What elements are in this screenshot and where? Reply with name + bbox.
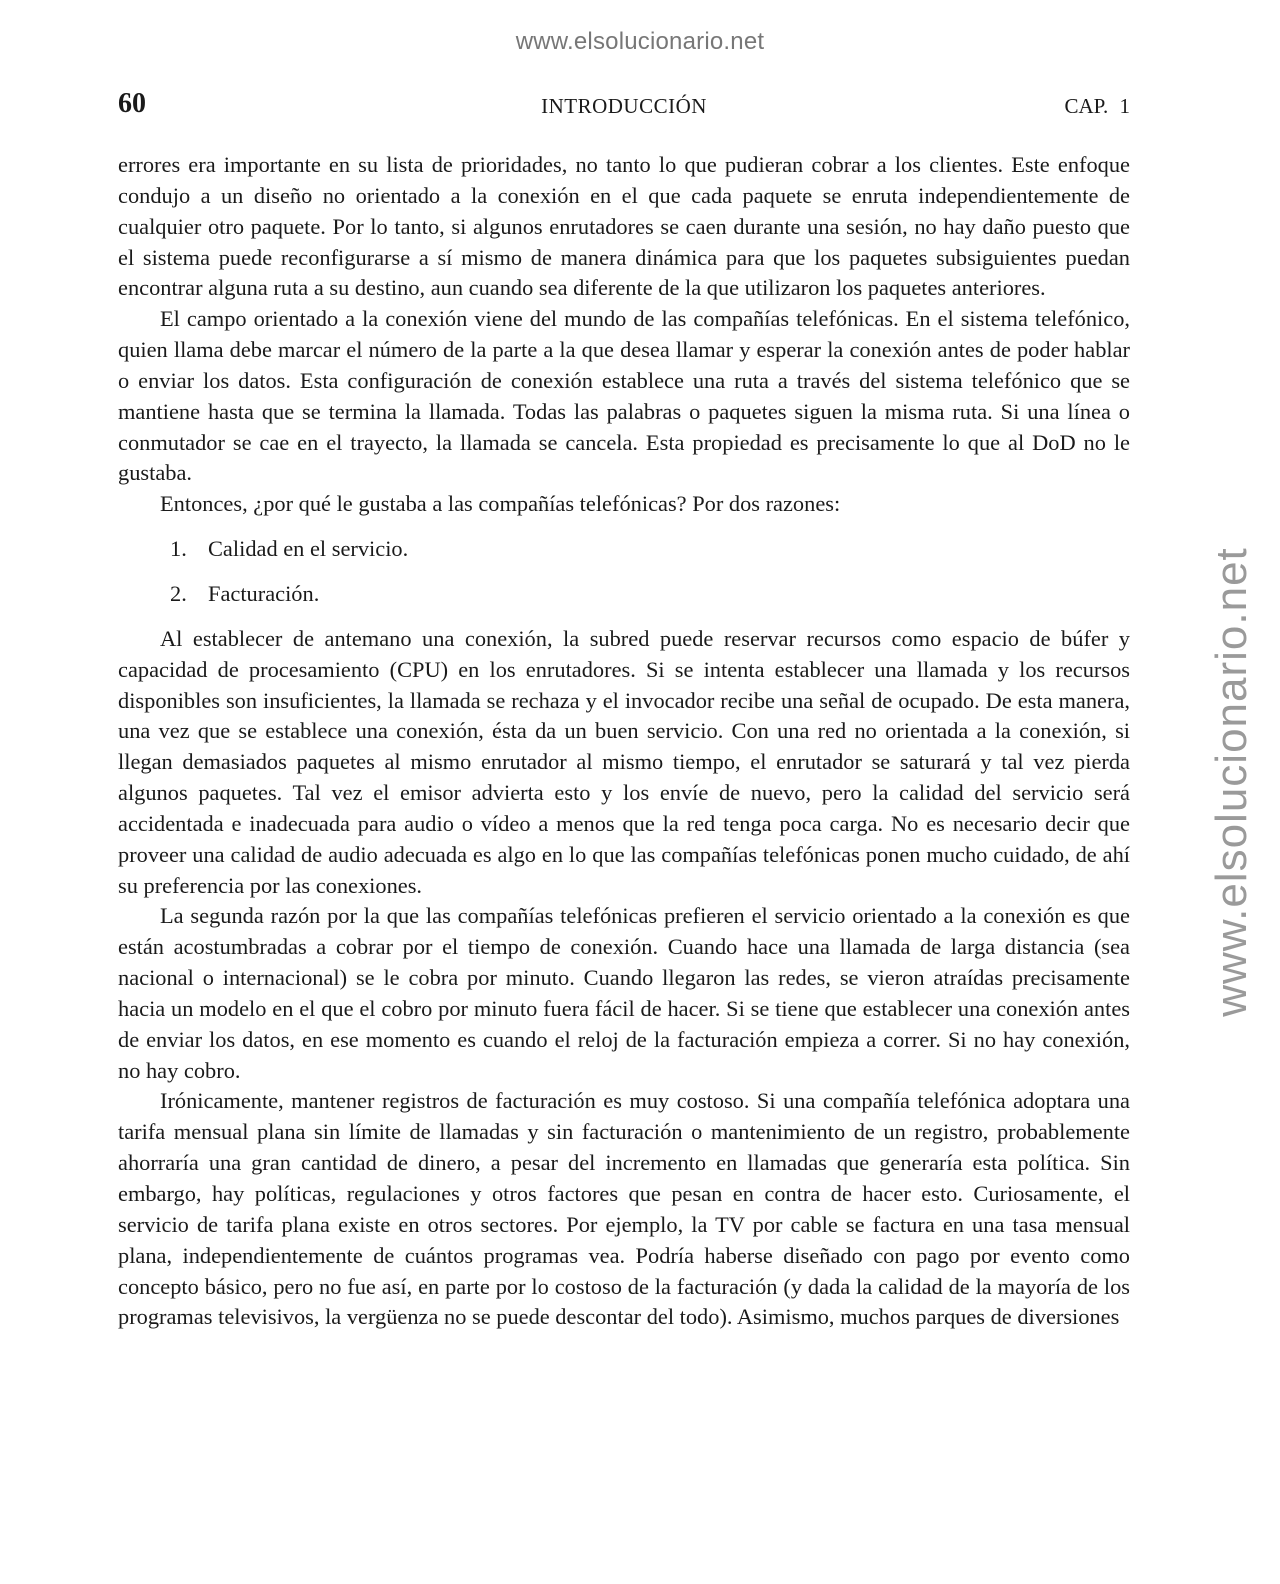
list-item [170, 534, 1130, 565]
paragraph: Irónicamente, mantener registros de facturación es muy costoso. Si una compañía telefónica adoptara una tarifa mensual plana sin límite de llamadas y sin facturación o mantenimiento de un registro, probablemente ahorraría una gran cantidad de dinero, a pesar del incremento en llamadas que generaría esta política. Sin embargo, hay políticas, regulaciones y otros factores que pesan en contra de hacer esto. Curiosamente, el servicio de tarifa plana existe en otros sectores. Por ejemplo, la TV por cable se factura en una tasa mensual plana, independientemente de cuántos programas vea. Podría haberse diseñado con pago por evento como concepto básico, pero no fue así, en parte por lo costoso de la facturación (y dada la calidad de la mayoría de los programas televisivos, la vergüenza no se puede descontar del todo). Asimismo, muchos parques de diversiones [118, 1088, 1130, 1330]
running-head [118, 88, 1130, 124]
page-number: 60 [118, 88, 146, 119]
list-item [170, 579, 1130, 610]
paragraph: La segunda razón por la que las compañías telefónicas prefieren el servicio orientado a la conexión es que están acostumbradas a cobrar por el tiempo de conexión. Cuando hace una llamada de larga distancia (sea nacional o internacional) se le cobra por minuto. Cuando llegaron las redes, se vieron atraídas precisamente hacia un modelo en el que el cobro por minuto fuera fácil de hacer. Si se tiene que establecer una conexión antes de enviar los datos, en ese momento es cuando el reloj de la facturación empieza a correr. Si no hay conexión, no hay cobro. [118, 903, 1130, 1083]
watermark-side: www.elsolucionario.net [1207, 547, 1256, 1017]
paragraph: errores era importante en su lista de prioridades, no tanto lo que pudieran cobrar a los clientes. Este enfoque condujo a un diseño no orientado a la conexión en el que cada paquete se enruta independientemente de cualquier otro paquete. Por lo tanto, si algunos enrutadores se caen durante una sesión, no hay daño puesto que el sistema puede reconfigurarse a sí mismo de manera dinámica para que los paquetes subsiguientes puedan encontrar alguna ruta a su destino, aun cuando sea diferente de la que utilizaron los paquetes anteriores. [118, 152, 1130, 301]
list-item-number: 2. [170, 580, 187, 606]
paragraph: Entonces, ¿por qué le gustaba a las compañías telefónicas? Por dos razones: [160, 491, 841, 517]
chapter-ref: CAP. 1 [1064, 94, 1130, 118]
list-item-text: Calidad en el servicio. [208, 536, 409, 562]
numbered-list [118, 534, 1130, 610]
watermark-top: www.elsolucionario.net [515, 28, 765, 55]
chapter-title: INTRODUCCIÓN [541, 94, 707, 118]
paragraph: El campo orientado a la conexión viene del mundo de las compañías telefónicas. En el sistema telefónico, quien llama debe marcar el número de la parte a la que desea llamar y esperar la conexión antes de poder hablar o enviar los datos. Esta configuración de conexión establece una ruta a través del sistema telefónico que se mantiene hasta que se termina la llamada. Todas las palabras o paquetes siguen la misma ruta. Si una línea o conmutador se cae en el trayecto, la llamada se cancela. Esta propiedad es precisamente lo que al DoD no le gustaba. [118, 306, 1130, 486]
list-item-text: Facturación. [208, 580, 320, 606]
list-item-number: 1. [170, 536, 187, 562]
body-text [118, 150, 1130, 1333]
paragraph: Al establecer de antemano una conexión, la subred puede reservar recursos como espacio de búfer y capacidad de procesamiento (CPU) en los enrutadores. Si se intenta establecer una llamada y los recursos disponibles son insuficientes, la llamada se rechaza y el invocador recibe una señal de ocupado. De esta manera, una vez que se establece una conexión, ésta da un buen servicio. Con una red no orientada a la conexión, si llegan demasiados paquetes al mismo enrutador al mismo tiempo, el enrutador se saturará y tal vez pierda algunos paquetes. Tal vez el emisor advierta esto y los envíe de nuevo, pero la calidad del servicio será accidentada e inadecuada para audio o vídeo a menos que la red tenga poca carga. No es necesario decir que proveer una calidad de audio adecuada es algo en lo que las compañías telefónicas ponen mucho cuidado, de ahí su preferencia por las conexiones. [118, 625, 1130, 898]
